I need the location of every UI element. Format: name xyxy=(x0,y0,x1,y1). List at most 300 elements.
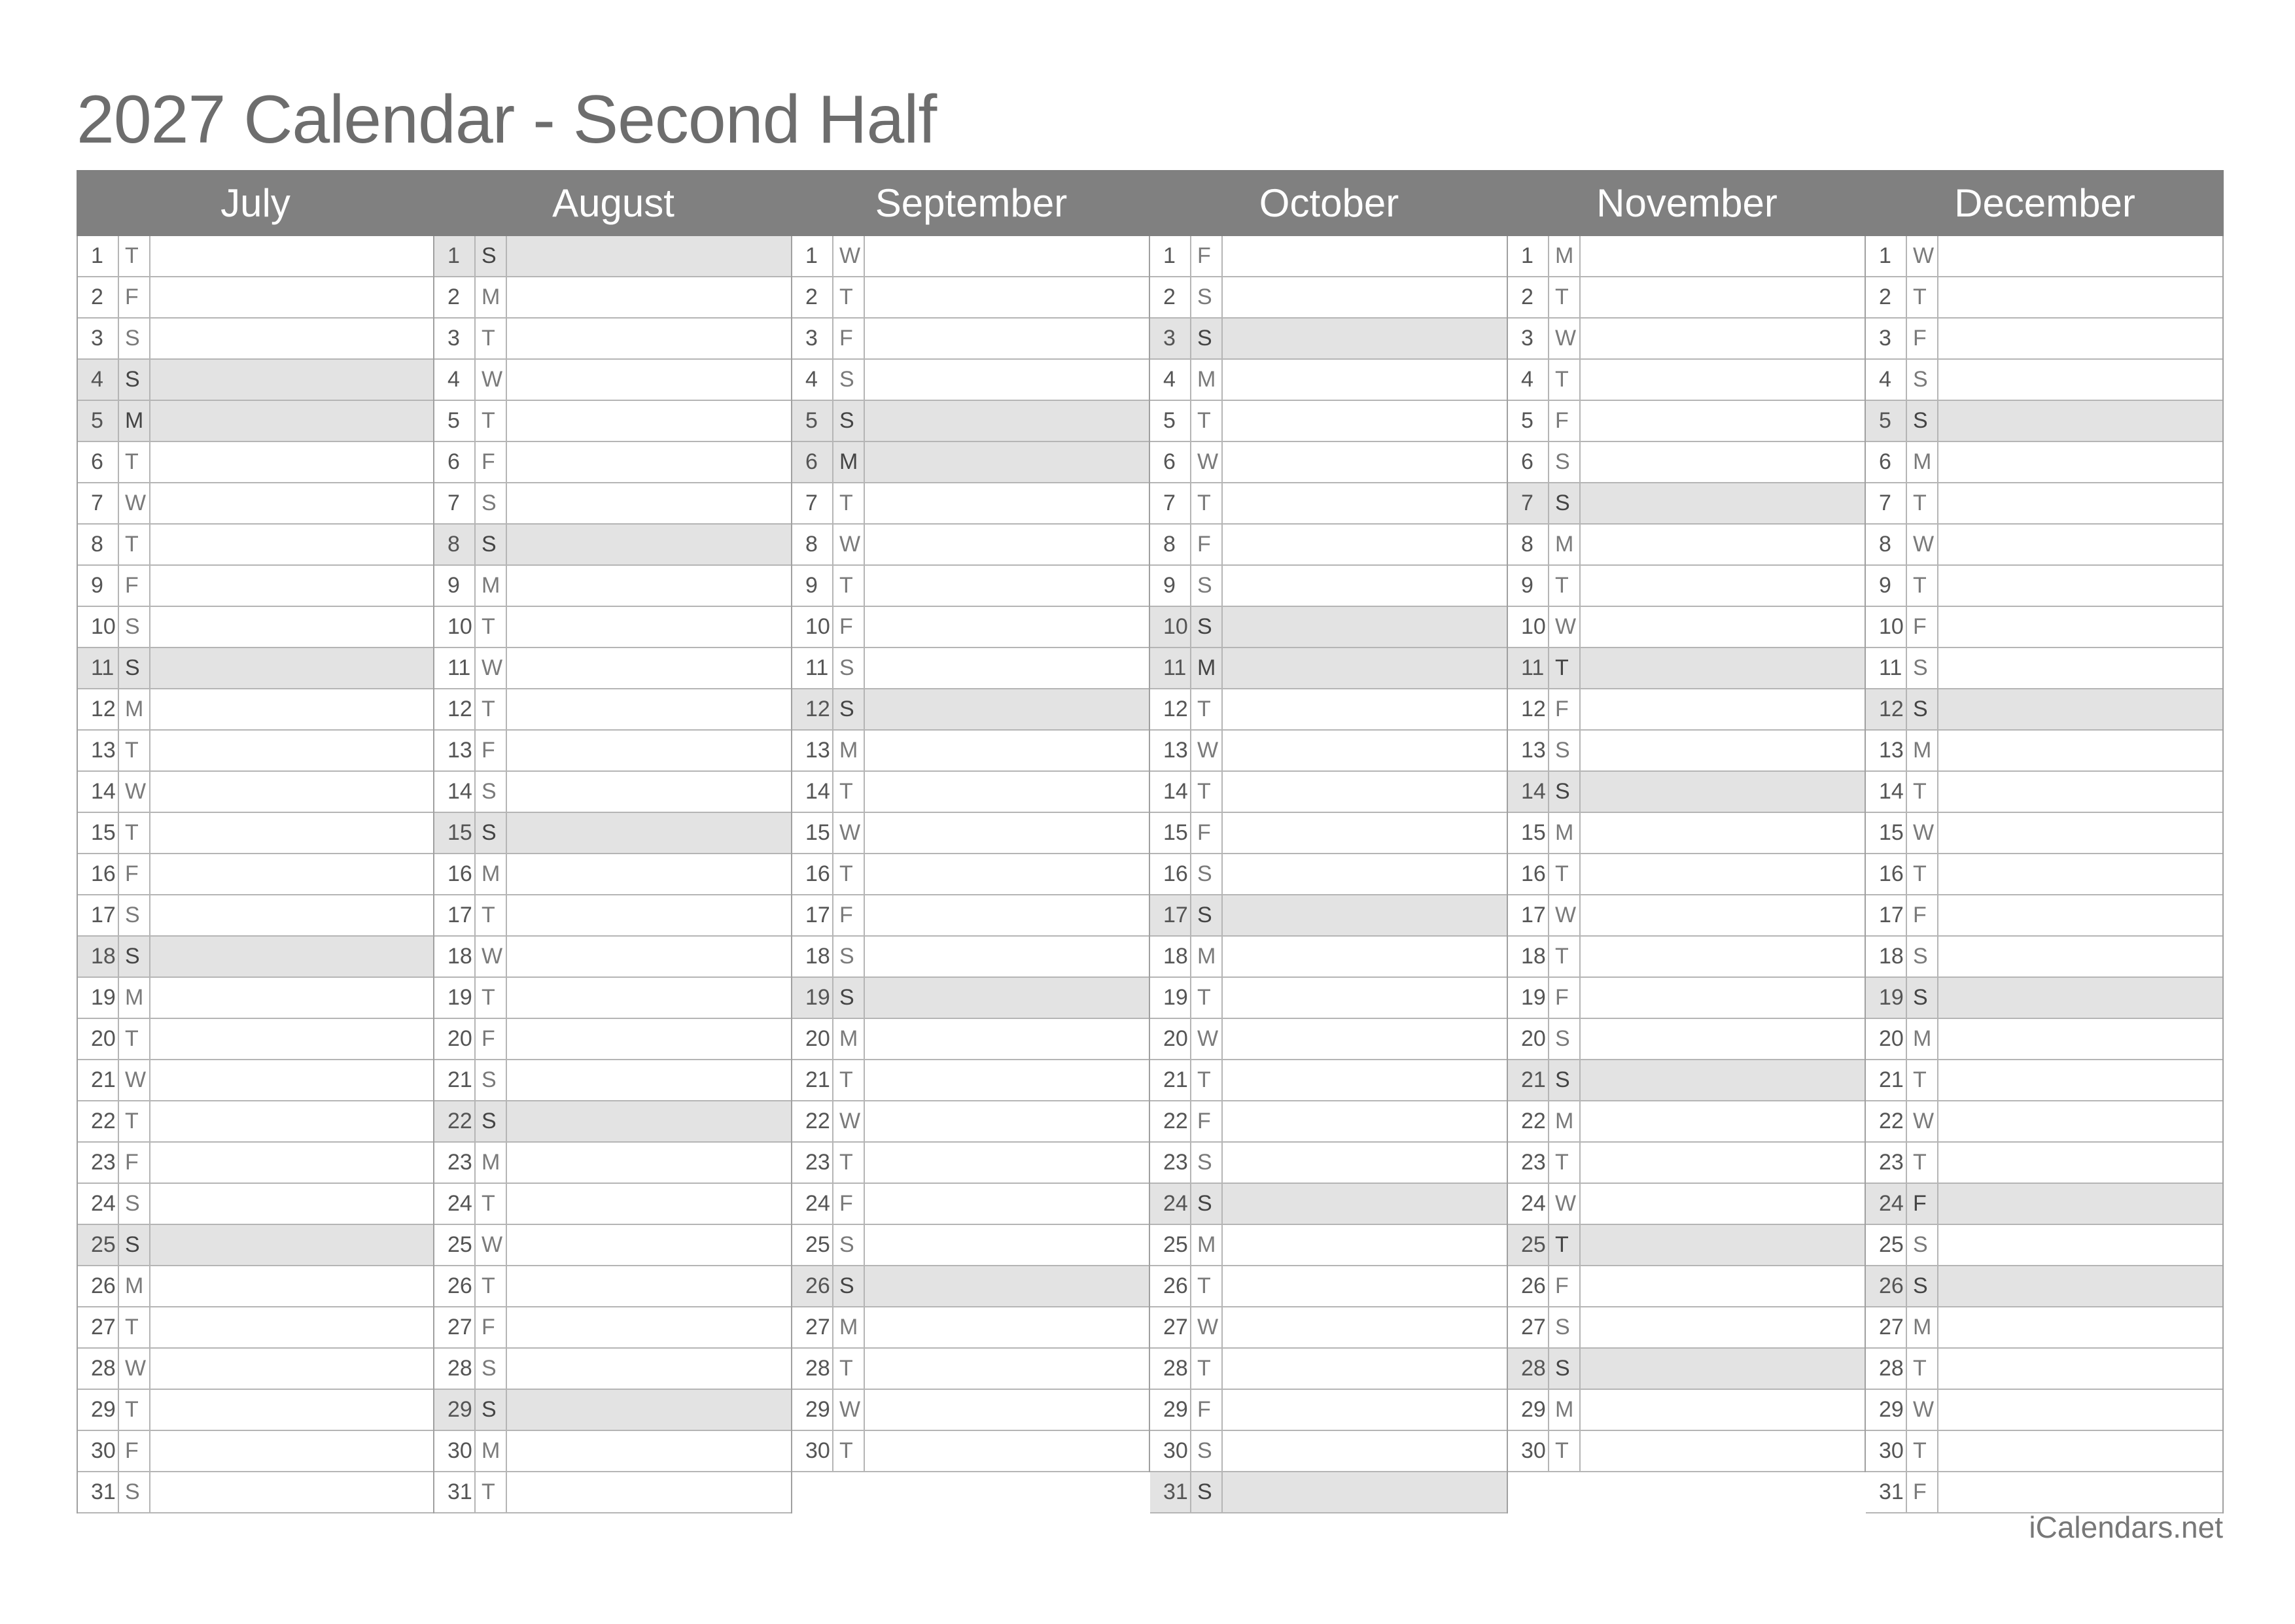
weekday-letter: S xyxy=(1191,1184,1223,1224)
note-cell xyxy=(1938,772,2222,812)
day-row-highlighted xyxy=(792,689,1149,731)
day-number: 11 xyxy=(1150,648,1191,688)
day-number: 8 xyxy=(1508,525,1549,564)
day-row xyxy=(1508,566,1865,607)
weekday-letter: W xyxy=(833,236,865,276)
weekday-letter: S xyxy=(1549,483,1581,523)
note-cell xyxy=(865,442,1149,482)
weekday-letter: F xyxy=(1549,1266,1581,1306)
note-cell xyxy=(1938,1101,2222,1141)
day-row xyxy=(1866,236,2222,277)
weekday-letter: F xyxy=(119,277,150,317)
note-cell xyxy=(507,360,791,400)
day-number: 6 xyxy=(1150,442,1191,482)
weekday-letter: S xyxy=(476,1390,507,1430)
day-number: 8 xyxy=(1150,525,1191,564)
day-row-highlighted xyxy=(1150,895,1507,937)
note-cell xyxy=(150,1060,433,1100)
note-cell xyxy=(507,772,791,812)
weekday-letter: F xyxy=(833,607,865,647)
day-row xyxy=(1866,937,2222,978)
weekday-letter: W xyxy=(476,1225,507,1265)
day-number: 27 xyxy=(1150,1307,1191,1347)
day-number: 28 xyxy=(434,1349,476,1389)
day-row xyxy=(1866,1349,2222,1390)
note-cell xyxy=(1938,1266,2222,1306)
day-number: 19 xyxy=(792,978,833,1018)
weekday-letter: T xyxy=(476,978,507,1018)
day-number: 31 xyxy=(1150,1472,1191,1512)
day-number: 20 xyxy=(1150,1019,1191,1059)
weekday-letter: S xyxy=(476,525,507,564)
weekday-letter: W xyxy=(1907,813,1938,853)
day-row xyxy=(434,648,791,689)
day-row-highlighted xyxy=(792,1266,1149,1307)
note-cell xyxy=(865,648,1149,688)
weekday-letter: M xyxy=(1549,1101,1581,1141)
weekday-letter: S xyxy=(833,360,865,400)
note-cell xyxy=(1223,854,1507,894)
day-number: 24 xyxy=(1866,1184,1907,1224)
day-number: 14 xyxy=(1866,772,1907,812)
day-number: 25 xyxy=(78,1225,119,1265)
day-row xyxy=(78,854,433,895)
note-cell xyxy=(865,1143,1149,1183)
day-number: 7 xyxy=(792,483,833,523)
note-cell xyxy=(1938,978,2222,1018)
weekday-letter: F xyxy=(833,895,865,935)
day-row xyxy=(434,566,791,607)
day-number: 4 xyxy=(792,360,833,400)
day-number: 4 xyxy=(1508,360,1549,400)
weekday-letter: W xyxy=(1191,731,1223,770)
day-row xyxy=(792,813,1149,854)
note-cell xyxy=(1938,1472,2222,1512)
day-row xyxy=(434,895,791,937)
day-row xyxy=(434,401,791,442)
weekday-letter: S xyxy=(119,319,150,358)
day-row xyxy=(78,1143,433,1184)
day-row xyxy=(1150,1431,1507,1472)
day-row xyxy=(78,895,433,937)
day-number: 6 xyxy=(792,442,833,482)
weekday-letter: S xyxy=(1907,360,1938,400)
day-row-highlighted xyxy=(1866,1266,2222,1307)
day-number: 17 xyxy=(1150,895,1191,935)
note-cell xyxy=(1938,1307,2222,1347)
day-number: 8 xyxy=(434,525,476,564)
weekday-letter: M xyxy=(1191,648,1223,688)
day-number: 8 xyxy=(1866,525,1907,564)
day-number: 13 xyxy=(1866,731,1907,770)
note-cell xyxy=(865,1390,1149,1430)
day-row xyxy=(1866,854,2222,895)
note-cell xyxy=(865,1349,1149,1389)
day-row xyxy=(792,1349,1149,1390)
day-row-highlighted xyxy=(792,401,1149,442)
day-number: 8 xyxy=(78,525,119,564)
day-row xyxy=(792,1143,1149,1184)
day-row xyxy=(1150,1307,1507,1349)
day-number: 23 xyxy=(792,1143,833,1183)
weekday-letter: T xyxy=(1191,772,1223,812)
day-row xyxy=(1150,1019,1507,1060)
note-cell xyxy=(150,854,433,894)
note-cell xyxy=(1938,442,2222,482)
note-cell xyxy=(1223,483,1507,523)
day-number: 11 xyxy=(434,648,476,688)
day-row xyxy=(1150,813,1507,854)
note-cell xyxy=(150,689,433,729)
day-number: 22 xyxy=(1150,1101,1191,1141)
note-cell xyxy=(865,525,1149,564)
day-row xyxy=(78,607,433,648)
day-number: 8 xyxy=(792,525,833,564)
day-row xyxy=(792,566,1149,607)
weekday-letter: W xyxy=(119,1349,150,1389)
note-cell xyxy=(865,689,1149,729)
day-row xyxy=(78,772,433,813)
day-number: 31 xyxy=(434,1472,476,1512)
day-list xyxy=(77,236,434,1513)
day-number: 9 xyxy=(1150,566,1191,606)
note-cell xyxy=(1223,1266,1507,1306)
weekday-letter: T xyxy=(1907,1431,1938,1471)
day-number: 5 xyxy=(1508,401,1549,441)
weekday-letter: F xyxy=(1549,689,1581,729)
weekday-letter: T xyxy=(1907,1143,1938,1183)
weekday-letter: W xyxy=(1907,236,1938,276)
weekday-letter: W xyxy=(1191,442,1223,482)
note-cell xyxy=(1223,1431,1507,1471)
note-cell xyxy=(507,648,791,688)
note-cell xyxy=(1223,772,1507,812)
day-row xyxy=(1866,1143,2222,1184)
weekday-letter: S xyxy=(1907,1225,1938,1265)
note-cell xyxy=(1938,1225,2222,1265)
weekday-letter: M xyxy=(1549,236,1581,276)
note-cell xyxy=(1938,483,2222,523)
note-cell xyxy=(150,1101,433,1141)
day-row xyxy=(434,442,791,483)
weekday-letter: M xyxy=(1191,360,1223,400)
day-number: 25 xyxy=(434,1225,476,1265)
day-row xyxy=(1866,1472,2222,1513)
note-cell xyxy=(507,1472,791,1512)
note-cell xyxy=(1223,1349,1507,1389)
day-row xyxy=(1508,1184,1865,1225)
day-number: 14 xyxy=(1508,772,1549,812)
note-cell xyxy=(1938,360,2222,400)
day-row xyxy=(434,854,791,895)
day-number: 5 xyxy=(792,401,833,441)
weekday-letter: T xyxy=(476,1184,507,1224)
note-cell xyxy=(1223,236,1507,276)
day-number: 26 xyxy=(78,1266,119,1306)
note-cell xyxy=(865,731,1149,770)
day-row-highlighted xyxy=(1150,319,1507,360)
weekday-letter: F xyxy=(1191,1390,1223,1430)
weekday-letter: W xyxy=(476,937,507,976)
weekday-letter: T xyxy=(119,1019,150,1059)
note-cell xyxy=(150,360,433,400)
weekday-letter: T xyxy=(833,1060,865,1100)
weekday-letter: S xyxy=(1907,1266,1938,1306)
day-row xyxy=(78,689,433,731)
note-cell xyxy=(1581,689,1865,729)
weekday-letter: S xyxy=(119,937,150,976)
weekday-letter: T xyxy=(1907,277,1938,317)
day-row xyxy=(792,1307,1149,1349)
day-number: 28 xyxy=(1150,1349,1191,1389)
day-number: 5 xyxy=(1866,401,1907,441)
day-list xyxy=(792,236,1150,1472)
weekday-letter: S xyxy=(1191,607,1223,647)
note-cell xyxy=(865,1019,1149,1059)
day-row xyxy=(1508,401,1865,442)
note-cell xyxy=(1223,277,1507,317)
weekday-letter: S xyxy=(1191,1431,1223,1471)
weekday-letter: M xyxy=(119,978,150,1018)
weekday-letter: T xyxy=(476,1266,507,1306)
day-row xyxy=(78,442,433,483)
day-number: 27 xyxy=(1508,1307,1549,1347)
note-cell xyxy=(1581,319,1865,358)
day-number: 21 xyxy=(434,1060,476,1100)
day-row xyxy=(792,360,1149,401)
day-number: 3 xyxy=(1866,319,1907,358)
day-number: 30 xyxy=(434,1431,476,1471)
day-number: 20 xyxy=(434,1019,476,1059)
day-row xyxy=(1508,854,1865,895)
weekday-letter: M xyxy=(1549,813,1581,853)
day-row xyxy=(434,360,791,401)
day-row xyxy=(1508,1390,1865,1431)
day-row xyxy=(792,854,1149,895)
note-cell xyxy=(1581,1266,1865,1306)
day-number: 1 xyxy=(1866,236,1907,276)
note-cell xyxy=(1581,731,1865,770)
day-number: 29 xyxy=(434,1390,476,1430)
weekday-letter: T xyxy=(833,483,865,523)
day-row-highlighted xyxy=(434,1101,791,1143)
day-number: 26 xyxy=(1866,1266,1907,1306)
note-cell xyxy=(1581,854,1865,894)
day-number: 16 xyxy=(1508,854,1549,894)
day-row xyxy=(1150,442,1507,483)
day-number: 20 xyxy=(1866,1019,1907,1059)
day-number: 10 xyxy=(1150,607,1191,647)
weekday-letter: T xyxy=(833,1431,865,1471)
day-number: 30 xyxy=(792,1431,833,1471)
weekday-letter: M xyxy=(833,1307,865,1347)
weekday-letter: F xyxy=(1191,1101,1223,1141)
note-cell xyxy=(1581,1225,1865,1265)
weekday-letter: M xyxy=(119,689,150,729)
weekday-letter: T xyxy=(119,1307,150,1347)
note-cell xyxy=(507,1266,791,1306)
weekday-letter: F xyxy=(476,442,507,482)
note-cell xyxy=(1581,360,1865,400)
day-number: 3 xyxy=(1508,319,1549,358)
day-row-highlighted xyxy=(1866,689,2222,731)
day-number: 7 xyxy=(1866,483,1907,523)
note-cell xyxy=(150,1390,433,1430)
weekday-letter: T xyxy=(833,1349,865,1389)
weekday-letter: T xyxy=(119,1101,150,1141)
day-number: 12 xyxy=(1508,689,1549,729)
weekday-letter: F xyxy=(1907,895,1938,935)
note-cell xyxy=(1223,978,1507,1018)
weekday-letter: W xyxy=(476,648,507,688)
note-cell xyxy=(1581,566,1865,606)
note-cell xyxy=(1938,1349,2222,1389)
weekday-letter: S xyxy=(833,978,865,1018)
note-cell xyxy=(507,937,791,976)
note-cell xyxy=(1938,525,2222,564)
day-row-highlighted xyxy=(1508,1349,1865,1390)
day-number: 14 xyxy=(792,772,833,812)
day-row xyxy=(792,607,1149,648)
note-cell xyxy=(507,689,791,729)
day-list xyxy=(1150,236,1508,1513)
day-number: 12 xyxy=(792,689,833,729)
note-cell xyxy=(150,607,433,647)
day-list xyxy=(1866,236,2224,1513)
day-row xyxy=(1508,607,1865,648)
note-cell xyxy=(1581,236,1865,276)
day-number: 22 xyxy=(792,1101,833,1141)
day-number: 11 xyxy=(1508,648,1549,688)
note-cell xyxy=(1938,854,2222,894)
day-number: 6 xyxy=(434,442,476,482)
note-cell xyxy=(1223,1184,1507,1224)
day-number: 15 xyxy=(792,813,833,853)
day-number: 9 xyxy=(792,566,833,606)
weekday-letter: S xyxy=(119,1472,150,1512)
note-cell xyxy=(865,1225,1149,1265)
day-row-highlighted xyxy=(434,1390,791,1431)
weekday-letter: S xyxy=(1191,895,1223,935)
weekday-letter: S xyxy=(833,648,865,688)
day-number: 11 xyxy=(78,648,119,688)
day-number: 10 xyxy=(1508,607,1549,647)
day-number: 23 xyxy=(1150,1143,1191,1183)
weekday-letter: W xyxy=(833,813,865,853)
day-number: 22 xyxy=(1508,1101,1549,1141)
day-row xyxy=(1866,607,2222,648)
day-row xyxy=(1150,566,1507,607)
day-number: 5 xyxy=(1150,401,1191,441)
day-row xyxy=(1150,1266,1507,1307)
day-number: 19 xyxy=(434,978,476,1018)
weekday-letter: S xyxy=(476,236,507,276)
note-cell xyxy=(1938,1019,2222,1059)
weekday-letter: M xyxy=(833,1019,865,1059)
weekday-letter: W xyxy=(119,772,150,812)
note-cell xyxy=(507,895,791,935)
day-row xyxy=(434,1349,791,1390)
day-number: 9 xyxy=(78,566,119,606)
note-cell xyxy=(507,401,791,441)
day-row xyxy=(792,1431,1149,1472)
weekday-letter: F xyxy=(119,1431,150,1471)
day-list xyxy=(434,236,792,1513)
day-row-highlighted xyxy=(1150,607,1507,648)
weekday-letter: T xyxy=(1549,1143,1581,1183)
note-cell xyxy=(150,566,433,606)
weekday-letter: S xyxy=(1191,1472,1223,1512)
day-number: 5 xyxy=(78,401,119,441)
day-number: 21 xyxy=(1508,1060,1549,1100)
day-number: 25 xyxy=(792,1225,833,1265)
day-row xyxy=(78,566,433,607)
weekday-letter: T xyxy=(119,236,150,276)
day-row xyxy=(1508,442,1865,483)
day-number: 4 xyxy=(1866,360,1907,400)
day-row xyxy=(434,1472,791,1513)
note-cell xyxy=(1938,1143,2222,1183)
day-number: 9 xyxy=(1508,566,1549,606)
day-number: 10 xyxy=(434,607,476,647)
day-row-highlighted xyxy=(78,360,433,401)
day-row xyxy=(1150,277,1507,319)
day-number: 4 xyxy=(78,360,119,400)
day-row xyxy=(1508,1266,1865,1307)
day-number: 21 xyxy=(792,1060,833,1100)
note-cell xyxy=(1938,1431,2222,1471)
weekday-letter: F xyxy=(119,1143,150,1183)
weekday-letter: M xyxy=(1191,937,1223,976)
month-column-december xyxy=(1866,170,2224,1513)
month-column-august xyxy=(434,170,792,1513)
day-number: 14 xyxy=(78,772,119,812)
weekday-letter: S xyxy=(1191,566,1223,606)
note-cell xyxy=(1581,1307,1865,1347)
day-number: 19 xyxy=(1508,978,1549,1018)
note-cell xyxy=(150,525,433,564)
day-number: 30 xyxy=(1150,1431,1191,1471)
weekday-letter: T xyxy=(1907,1349,1938,1389)
day-row xyxy=(792,319,1149,360)
weekday-letter: F xyxy=(1907,319,1938,358)
note-cell xyxy=(507,483,791,523)
day-number: 16 xyxy=(434,854,476,894)
note-cell xyxy=(507,1225,791,1265)
weekday-letter: W xyxy=(1907,1101,1938,1141)
day-row-highlighted xyxy=(1508,772,1865,813)
weekday-letter: S xyxy=(476,1101,507,1141)
weekday-letter: F xyxy=(119,854,150,894)
day-row xyxy=(1866,277,2222,319)
day-row xyxy=(78,1390,433,1431)
note-cell xyxy=(1581,607,1865,647)
day-number: 3 xyxy=(78,319,119,358)
note-cell xyxy=(1581,772,1865,812)
weekday-letter: T xyxy=(1191,483,1223,523)
day-number: 17 xyxy=(1508,895,1549,935)
day-row xyxy=(1508,1307,1865,1349)
day-number: 15 xyxy=(1150,813,1191,853)
weekday-letter: M xyxy=(119,1266,150,1306)
day-number: 2 xyxy=(434,277,476,317)
note-cell xyxy=(1223,1101,1507,1141)
day-row xyxy=(792,1225,1149,1266)
month-header: December xyxy=(1866,170,2224,236)
day-row xyxy=(434,319,791,360)
day-row xyxy=(78,483,433,525)
note-cell xyxy=(1938,566,2222,606)
